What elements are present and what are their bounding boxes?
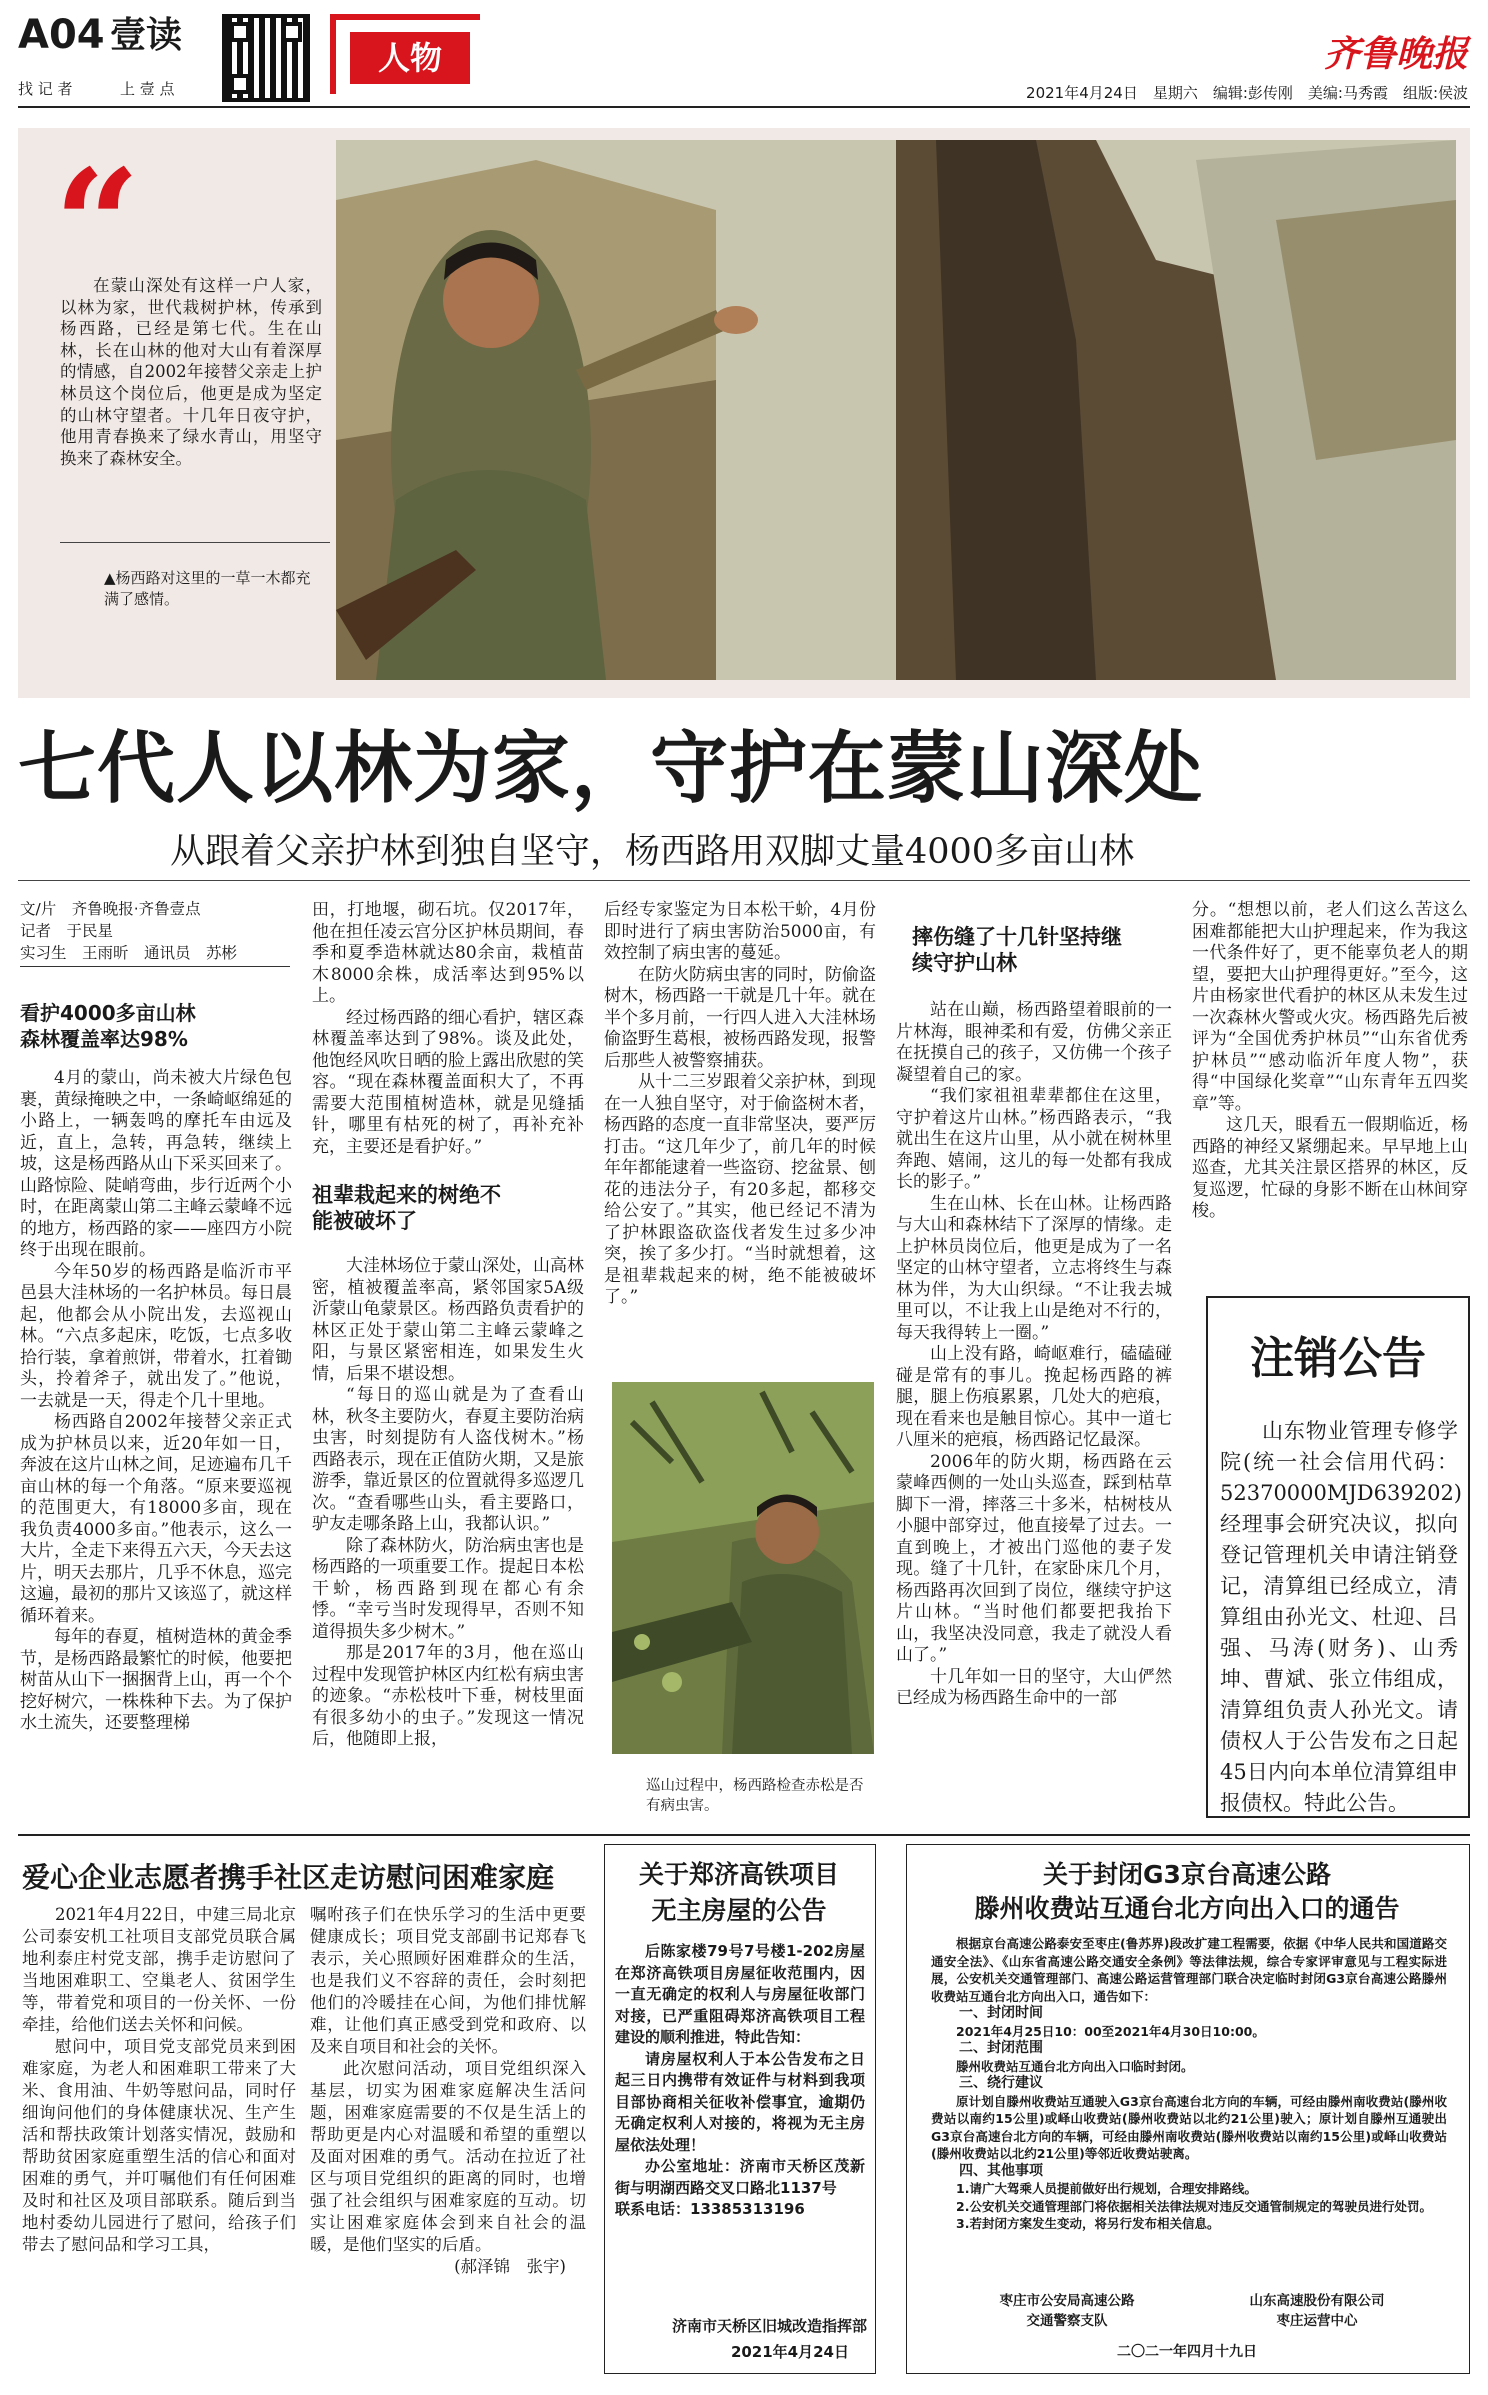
- highway-s4-c: 3.若封闭方案发生变动，将另行发布相关信息。: [956, 2216, 1220, 2231]
- section-tag: 人物: [350, 32, 470, 84]
- col5-p1: 分。“想想以前，老人们这么苦这么困难都能把大山护理起来，作为我这一代条件好了，更不能辜负老人的期望，要把大山护理得更好。”至今，这片由杨家世代看护的林区从未发生过一次森林火警或火灾。杨西路先后被评为“全国优秀护林员”“山东省优秀护林员”“感动临沂年度人物”，获得“中国绿化奖章”“山东青年五四奖章”等。: [1192, 900, 1468, 1114]
- highway-s1-text: 2021年4月25日10：00至2021年4月30日10:00。: [956, 2023, 1265, 2039]
- col4-p4: 山上没有路，崎岖难行，磕磕碰碰是常有的事儿。挽起杨西路的裤腿，腿上伤痕累累，几处大的疤痕，现在看来也是触目惊心。其中一道七八厘米的疤痕，杨西路记忆最深。: [896, 1344, 1172, 1450]
- railway-title-2: 无主房屋的公告: [651, 1896, 827, 1925]
- col4-p5: 2006年的防火期，杨西路在云蒙峰西侧的一处山头巡查，踩到枯草脚下一滑，摔落三十多米，枯树枝从小腿中部穿过，他直接晕了过去。一直到晚上，才被出门巡他的妻子发现。缝了十几针，在家卧床几个月，杨西路再次回到了岗位，继续守护这片山林。“当时他们都要把我抬下山，我坚决没同意，我走了就没人看山了。”: [896, 1451, 1172, 1665]
- highway-s4: 四、其他事项: [959, 2162, 1043, 2179]
- highway-title-1: 关于封闭G3京台高速公路: [1043, 1860, 1331, 1889]
- highway-s1: 一、封闭时间: [959, 2005, 1043, 2021]
- highway-s2-text: 滕州收费站互通台北方向出入口临时封闭。: [956, 2058, 1194, 2074]
- hero-intro: 在蒙山深处有这样一户人家，以林为家，世代栽树护林，传承到杨西路，已经是第七代。生在山林，长在山林的他对大山有着深厚的情感，自2002年接替父亲走上护林员这个岗位后，他更是成为坚定的山林守望者。十几年日夜守护，他用青春换来了绿水青山，用坚守换来了森林安全。: [60, 276, 322, 468]
- quote-mark: “: [54, 137, 141, 313]
- col4-p2: “我们家祖祖辈辈都住在这里，守护着这片山林。”杨西路表示，“我就出生在这片山里，从小就在树林里奔跑、嬉闹，这儿的每一处都有我成长的影子。”: [896, 1086, 1172, 1192]
- header-sub-1: 找 记 者: [18, 80, 73, 98]
- header-rule: [18, 106, 1470, 108]
- col4-p1: 站在山巅，杨西路望着眼前的一片林海，眼神柔和有爱，仿佛父亲正在抚摸自己的孩子，又仿佛一个孩子凝望着自己的家。: [896, 1000, 1172, 1085]
- byline-1: 文/片 齐鲁晚报·齐鲁壹点: [20, 900, 201, 918]
- bottom-rule: [18, 1834, 1470, 1836]
- main-headline: 七代人以林为家，守护在蒙山深处: [18, 723, 1204, 814]
- col5-body: [1192, 900, 1468, 1223]
- col2-p3: 大洼林场位于蒙山深处，山高林密，植被覆盖率高，紧邻国家5A级沂蒙山龟蒙景区。杨西路负责看护的林区正处于蒙山第二主峰云蒙峰之阳，与景区紧密相连，如果发生火情，后果不堪设想。: [312, 1256, 584, 1384]
- hero-photo: [336, 140, 1456, 680]
- railway-title-1: 关于郑济高铁项目: [638, 1860, 839, 1889]
- qr-code: [222, 14, 310, 102]
- col2-p5: 除了森林防火，防治病虫害也是杨西路的一项重要工作。提起日本松干蚧，杨西路到现在都心有余悸。“幸亏当时发现得早，否则不知道得损失多少树木。”: [312, 1535, 584, 1642]
- col2-body-bottom: [312, 1256, 584, 1751]
- cancel-notice-body: 山东物业管理专修学院(统一社会信用代码：52370000MJD639202)经理事会研究决议，拟向登记管理机关申请注销登记，清算组已经成立，清算组由孙光文、杜迎、吕强、马涛(财务)、山秀坤、曹斌、张立伟组成，清算组负责人孙光文。请债权人于公告发布之日起45日内向本单位清算组申报债权。特此公告。: [1220, 1419, 1463, 1815]
- col2-body-top: [312, 900, 584, 1158]
- sub-headline: 从跟着父亲护林到独自坚守，杨西路用双脚丈量4000多亩山林: [170, 832, 1135, 872]
- highway-s3-text: 原计划自滕州收费站互通驶入G3京台高速台北方向的车辆，可经由滕州南收费站(滕州收费站以南约15公里)或峄山收费站(滕州收费站以北约21公里)驶入；原计划自滕州互通驶出G3京台高速台北方向的车辆，可经由滕州南收费站(滕州收费站以南约15公里)或峄山收费站(滕州收费站以北约21公里)等邻近收费站驶离。: [931, 2093, 1447, 2161]
- byline: [20, 898, 290, 967]
- col2-p2: 经过杨西路的细心看护，辖区森林覆盖率达到了98%。谈及此处，他饱经风吹日晒的脸上露出欣慰的笑容。“现在森林覆盖面积大了，不再需要大范围植树造林，就是见缝插针，哪里有枯死的树了，再补充补充，主要还是看护好。”: [312, 1007, 584, 1157]
- volunteer-author: (郝泽锦 张宇): [454, 2257, 566, 2276]
- highway-body: [931, 1935, 1447, 2233]
- cancel-notice: [1206, 1296, 1470, 1818]
- col3-p3: 从十二三岁跟着父亲护林，到现在一人独自坚守，对于偷盗树木者，杨西路的态度一直非常坚决，要严厉打击。“这几年少了，前几年的时候年年都能逮着一些盗窃、挖盆景、刨花的违法分子，有20多起，都移交给公安了。”其实，他已经记不清为了护林跟盗砍盗伐者发生过多少冲突，挨了多少打。“当时就想着，这是祖辈栽起来的树，绝不能被破坏了。”: [604, 1072, 876, 1307]
- railway-body: [615, 1941, 865, 2221]
- col4-p6: 十几年如一日的坚守，大山俨然已经成为杨西路生命中的一部: [896, 1666, 1172, 1708]
- highway-s3: 三、绕行建议: [959, 2075, 1043, 2091]
- header-sub-2: 上 壹 点: [120, 80, 175, 98]
- col1-subhead-2: 森林覆盖率达98%: [20, 1027, 188, 1051]
- railway-phone: 联系电话：13385313196: [615, 2200, 805, 2218]
- col1-subhead: [20, 1000, 290, 1052]
- railway-date: 2021年4月24日: [730, 2343, 849, 2361]
- byline-2: 记者 于民星: [20, 922, 114, 940]
- railway-p1: 后陈家楼79号7号楼1-202房屋在郑济高铁项目房屋征收范围内，因一直无确定的权利人与房屋征收部门对接，已严重阻碍郑济高铁项目工程建设的顺利推进，特此告知：: [615, 1942, 865, 2046]
- headline-rule: [18, 880, 1470, 881]
- railway-addr: 办公室地址：济南市天桥区茂新街与明湖西路交叉口路北1137号: [615, 2157, 865, 2197]
- col2-p1: 田，打地堰，砌石坑。仅2017年，他在担任凌云宫分区护林员期间，春季和夏季造林就达80余亩，栽植苗木8000余株，成活率达到95%以上。: [312, 900, 584, 1006]
- highway-s4-b: 2.公安机关交通管理部门将依据相关法律法规对违反交通管制规定的驾驶员进行处罚。: [956, 2198, 1432, 2214]
- col4-body: [896, 1000, 1172, 1710]
- col1-p2: 今年50岁的杨西路是临沂市平邑县大洼林场的一名护林员。每日晨起，他都会从小院出发，去巡视山林。“六点多起床，吃饭，七点多收拾行装，拿着煎饼，带着水，扛着锄头，拎着斧子，就出发了。”他说，一去就是一天，得走个几十里地。: [20, 1261, 292, 1411]
- col3-photo-caption: 巡山过程中，杨西路检查赤松是否有病虫害。: [646, 1778, 864, 1814]
- highway-date: 二〇二一年四月十九日: [1117, 2344, 1257, 2360]
- volunteer-p1: 2021年4月22日，中建三局北京公司泰安机工社项目支部党员联合属地利泰庄村党支部，携手走访慰问了当地困难职工、空巢老人、贫困学生等，带着党和项目的一份关怀、一份牵挂，给他们送去关怀和问候。: [22, 1905, 296, 2034]
- volunteer-title: 爱心企业志愿者携手社区走访慰问困难家庭: [22, 1861, 555, 1894]
- byline-3: 实习生 王雨昕 通讯员 苏彬: [20, 942, 290, 967]
- newspaper-logo: 齐鲁晚报: [1323, 33, 1468, 75]
- col1-p4: 每年的春夏，植树造林的黄金季节，是杨西路最繁忙的时候，他要把树苗从山下一捆捆背上山，再一个个挖好树穴，一株株种下去。为了保护水土流失，还要整理梯: [20, 1627, 292, 1733]
- highway-s4-a: 1.请广大驾乘人员提前做好出行规划，合理安排路线。: [956, 2181, 1257, 2196]
- highway-org-2a: 山东高速股份有限公司: [1249, 2293, 1385, 2309]
- highway-notice: [906, 1844, 1470, 2374]
- col5-p2: 这几天，眼看五一假期临近，杨西路的神经又紧绷起来。早早地上山巡查，尤其关注景区搭界的林区，反复巡逻，忙碌的身影不断在山林间穿梭。: [1192, 1115, 1468, 1221]
- col3-p1: 后经专家鉴定为日本松干蚧，4月份即时进行了病虫害防治5000亩，有效控制了病虫害的蔓延。: [604, 900, 876, 963]
- col3-body: [604, 900, 876, 1309]
- page-label: 壹读: [110, 14, 183, 56]
- volunteer-p3: 嘱咐孩子们在快乐学习的生活中更要健康成长；项目党支部副书记郑春飞表示，关心照顾好困难群众的生活，也是我们义不容辞的责任，会时刻把他们的冷暖挂在心间，为他们排忧解难，让他们真正感受到党和政府、以及来自项目和社会的关怀。: [310, 1905, 586, 2056]
- railway-p2: 请房屋权利人于本公告发布之日起三日内携带有效证件与材料到我项目部协商相关征收补偿事宜，逾期仍无确定权利人对接的，将视为无主房屋依法处理！: [615, 2049, 865, 2154]
- railway-org: 济南市天桥区旧城改造指挥部: [671, 2317, 867, 2335]
- highway-org-1b: 交通警察支队: [1026, 2313, 1108, 2329]
- volunteer-col-1: [22, 1904, 296, 2256]
- col3-photo: [612, 1382, 874, 1754]
- col2-p4: “每日的巡山就是为了查看山林，秋冬主要防火，春夏主要防治病虫害，时刻提防有人盗伐树木。”杨西路表示，现在正值防火期，又是旅游季，靠近景区的位置就得多巡逻几次。“查看哪些山头，看主要路口，驴友走哪条路上山，我都认识。”: [312, 1385, 584, 1534]
- col2-p6: 那是2017年的3月，他在巡山过程中发现管护林区内红松有病虫害的迹象。“赤松枝叶下垂，树枝里面有很多幼小的虫子。”发现这一情况后，他随即上报，: [312, 1643, 584, 1749]
- col4-subhead: 摔伤缝了十几针坚持继续守护山林: [912, 925, 1122, 975]
- highway-org-2b: 枣庄运营中心: [1276, 2313, 1358, 2329]
- volunteer-p4: 此次慰问活动，项目党组织深入基层，切实为困难家庭解决生活问题，困难家庭需要的不仅是生活上的帮助更是内心对温暖和希望的重塑以及面对困难的勇气。活动在拉近了社区与项目党组织的距离的同时，也增强了社会组织与困难家庭的互动。切实让困难家庭体会到来自社会的温暖，是他们坚实的后盾。: [310, 2059, 586, 2254]
- col2-subhead: 祖辈栽起来的树绝不能被破坏了: [312, 1183, 501, 1233]
- col1-p1: 4月的蒙山，尚未被大片绿色包裹，黄绿掩映之中，一条崎岖绵延的小路上，一辆轰鸣的摩托车由远及近，直上，急转，再急转，继续上坡，这是杨西路从山下采买回来了。山路惊险、陡峭弯曲，步行近两个小时，在距离蒙山第二主峰云蒙峰不远的地方，杨西路的家——座四方小院终于出现在眼前。: [20, 1068, 292, 1260]
- volunteer-col-2: [310, 1904, 586, 2278]
- railway-notice: [604, 1844, 876, 2374]
- hero-caption: ▲杨西路对这里的一草一木都充满了感情。: [104, 569, 311, 608]
- cancel-notice-title: 注销公告: [1250, 1333, 1426, 1384]
- volunteer-p2: 慰问中，项目党支部党员来到困难家庭，为老人和困难职工带来了大米、食用油、牛奶等慰问品，同时仔细询问他们的身体健康状况、生产生活和帮扶政策计划落实情况，鼓励和帮助贫困家庭重塑生活的信心和面对困难的勇气，并叮嘱他们有任何困难及时和社区及项目部联系。随后到当地村委幼儿园进行了慰问，给孩子们带去了慰问品和学习工具，: [22, 2037, 296, 2254]
- hero-caption-rule: [60, 542, 330, 543]
- highway-s2: 二、封闭范围: [959, 2040, 1043, 2056]
- col1-subhead-1: 看护4000多亩山林: [20, 1001, 196, 1025]
- highway-intro: 根据京台高速公路泰安至枣庄(鲁苏界)段改扩建工程需要，依据《中华人民共和国道路交通安全法》、《山东省高速公路交通安全条例》等法律法规，综合专家评审意见与工程实际进展，公安机关交通管理部门、高速公路运营管理部门联合决定临时封闭G3京台高速公路滕州收费站互通台北方向出入口，通告如下：: [931, 1936, 1447, 2004]
- col3-p2: 在防火防病虫害的同时，防偷盗树木，杨西路一干就是几十年。就在半个多月前，一行四人进入大洼林场偷盗野生葛根，被杨西路发现，报警后那些人被警察捕获。: [604, 964, 876, 1071]
- col4-p3: 生在山林、长在山林。让杨西路与大山和森林结下了深厚的情缘。走上护林员岗位后，他更是成为了一名坚定的山林守望者，立志将终生与森林为伴，为大山织绿。“不让我去城里可以，不让我上山是绝对不行的，每天我得转上一圈。”: [896, 1193, 1172, 1343]
- highway-org-1: [947, 2291, 1187, 2331]
- highway-org-2: [1197, 2291, 1437, 2331]
- highway-title-2: 滕州收费站互通台北方向出入口的通告: [974, 1894, 1400, 1923]
- col1-body: [20, 1068, 292, 1735]
- col1-p3: 杨西路自2002年接替父亲正式成为护林员以来，近20年如一日，奔波在这片山林之间，足迹遍布几千亩山林的每一个角落。“原来要巡视的范围更大，有18000多亩，现在我负责4000多亩。”他表示，这么一大片，全走下来得五六天，今天去这片，明天去那片，几乎不休息，巡完这遍，最初的那片又该巡了，就这样循环着来。: [20, 1412, 292, 1626]
- date-line: 2021年4月24日 星期六 编辑:彭传刚 美编:马秀霞 组版:侯波: [1026, 84, 1468, 102]
- highway-org-1a: 枣庄市公安局高速公路: [999, 2293, 1135, 2309]
- page-code: A04: [18, 12, 105, 58]
